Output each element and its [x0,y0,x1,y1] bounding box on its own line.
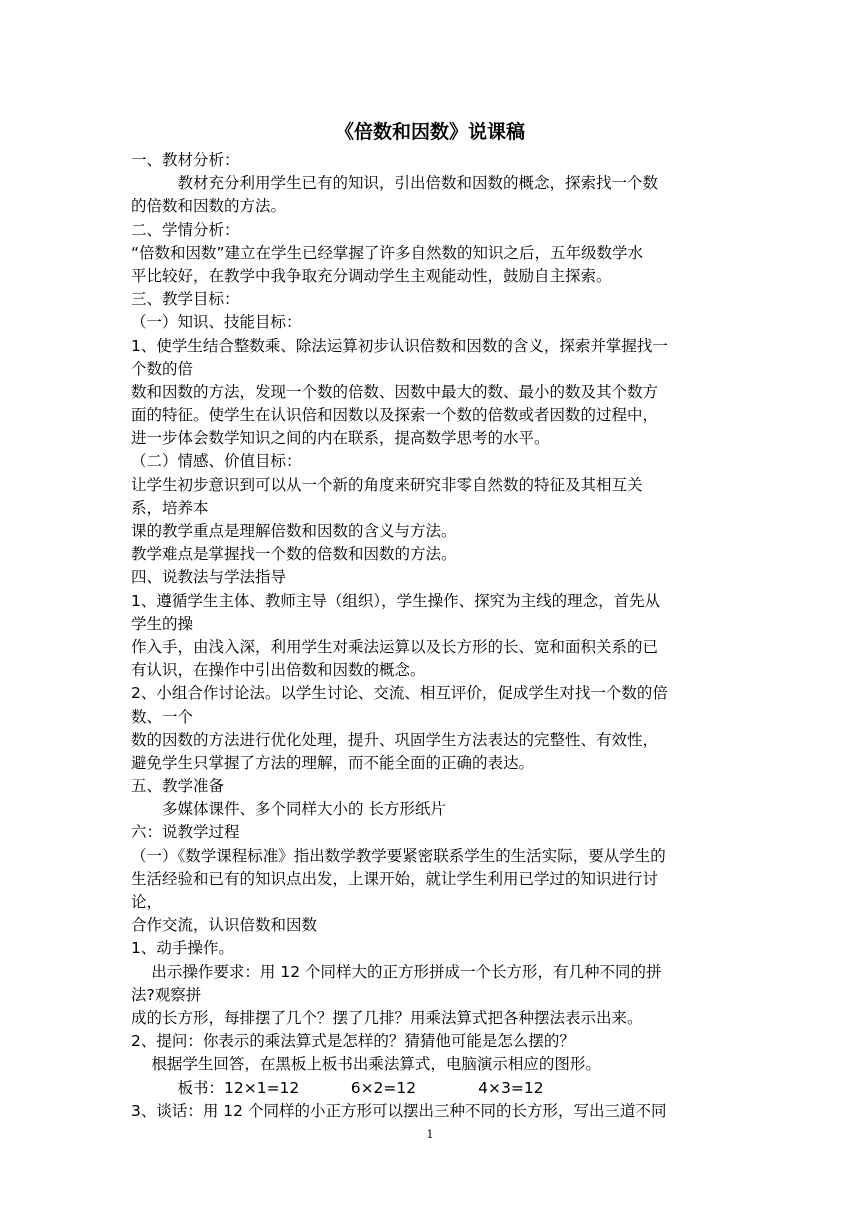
text-line: 的倍数和因数的方法。 [131,197,287,216]
text-line: 成的长方形，每排摆了几个？摆了几排？用乘法算式把各种摆法表示出来。 [131,1008,643,1027]
text-line: 避免学生只掌握了方法的理解，而不能全面的正确的表达。 [131,753,535,772]
text-line: 出示操作要求：用 12 个同样大的正方形拼成一个长方形，有几种不同的拼 [131,962,662,981]
text-line: 论， [131,893,163,911]
text-line: 教材充分利用学生已有的知识，引出倍数和因数的概念，探索找一个数 [131,174,659,193]
text-line: 有认识，在操作中引出倍数和因数的概念。 [131,661,426,680]
text-line: 个数的倍 [131,359,194,378]
text-line: 五、教学准备 [131,777,225,796]
text-line: 一、教材分析： [131,151,240,169]
text-line: 三、教学目标： [131,290,240,309]
text-line: “倍数和因数”建立在学生已经掌握了许多自然数的知识之后，五年级数学水 [131,243,644,262]
text-line: 生活经验和已有的知识点出发，上课开始，就让学生利用已学过的知识进行讨 [131,869,659,888]
text-line: （一）知识、技能目标： [131,313,302,332]
text-line: 让学生初步意识到可以从一个新的角度来研究非零自然数的特征及其相互关 [131,475,643,494]
text-line: 数、一个 [131,707,194,726]
text-line: 1、动手操作。 [131,939,234,958]
text-line: 系，培养本 [131,498,209,517]
text-line: 面的特征。使学生在认识倍和因数以及探索一个数的倍数或者因数的过程中， [131,406,659,425]
text-line: 3、谈话：用 12 个同样的小正方形可以摆出三种不同的长方形，写出三道不同 [131,1101,667,1120]
text-line: 2、提问：你表示的乘法算式是怎样的？猜猜他可能是怎么摆的？ [131,1032,575,1051]
text-line: 板书：12×1=12 6×2=12 4×3=12 [131,1078,544,1097]
text-line: （一）《数学课程标准》指出数学教学要紧密联系学生的生活实际，要从学生的 [131,846,666,865]
text-line: 进一步体会数学知识之间的内在联系，提高数学思考的水平。 [131,429,550,448]
text-line: 法?观察拼 [131,985,202,1004]
document-body [131,149,731,1123]
text-line: 课的教学重点是理解倍数和因数的含义与方法。 [131,522,457,540]
text-line: 四、说教法与学法指导 [131,568,287,587]
text-line: 根据学生回答，在黑板上板书出乘法算式，电脑演示相应的图形。 [131,1055,601,1074]
text-line: 二、学情分析： [131,220,240,239]
page-number: 1 [426,1128,434,1141]
text-line: 合作交流，认识倍数和因数 [131,916,318,935]
text-line: 学生的操 [131,614,194,633]
text-line: 六：说教学过程 [131,823,240,842]
text-line: 1、使学生结合整数乘、除法运算初步认识倍数和因数的含义，探索并掌握找一 [131,336,668,355]
text-line: 数和因数的方法，发现一个数的倍数、因数中最大的数、最小的数及其个数方 [131,382,659,401]
text-line: 2、小组合作讨论法。以学生讨论、交流、相互评价，促成学生对找一个数的倍 [131,684,668,703]
text-line: 平比较好，在教学中我争取充分调动学生主观能动性，鼓励自主探索。 [131,266,612,285]
text-line: 作入手，由浅入深，利用学生对乘法运算以及长方形的长、宽和面积关系的已 [131,637,659,656]
text-line: 教学难点是掌握找一个数的倍数和因数的方法。 [131,545,457,564]
text-line: 数的因数的方法进行优化处理，提升、巩固学生方法表达的完整性、有效性， [131,730,659,749]
text-line: （二）情感、价值目标： [131,452,302,471]
text-line: 多媒体课件、多个同样大小的 长方形纸片 [131,800,446,819]
document-title: 《倍数和因数》说课稿 [334,121,525,143]
text-line: 1、遵循学生主体、教师主导（组织），学生操作、探究为主线的理念，首先从 [131,591,661,610]
